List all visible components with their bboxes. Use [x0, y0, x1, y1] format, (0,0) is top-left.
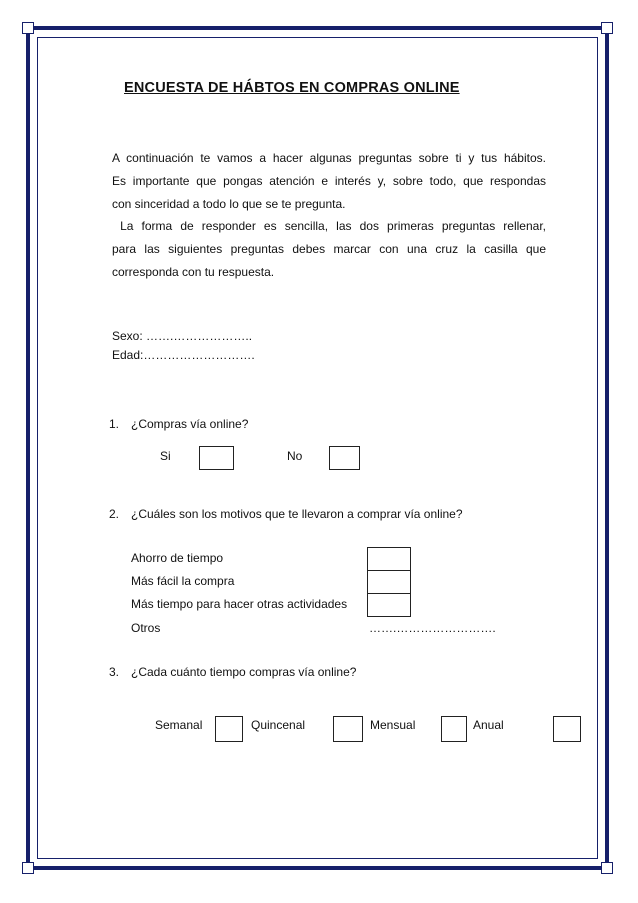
q3-checkbox-mensual[interactable] — [441, 716, 467, 742]
q1-number: 1. — [109, 417, 120, 431]
q3-option-semanal-label: Semanal — [155, 718, 203, 732]
q3-option-mensual-label: Mensual — [370, 718, 416, 732]
q3-question: ¿Cada cuánto tiempo compras vía online? — [131, 665, 357, 679]
q3-number: 3. — [109, 665, 120, 679]
q3-checkbox-semanal[interactable] — [215, 716, 243, 742]
q3-checkbox-anual[interactable] — [553, 716, 581, 742]
q1-checkbox-no[interactable] — [329, 446, 360, 470]
intro-line: con sinceridad a todo lo que se te pregunta. — [112, 196, 346, 211]
intro-line: A continuación te vamos a hacer algunas preguntas sobre ti y tus hábitos. — [112, 151, 546, 165]
q2-checkbox-mas-facil[interactable] — [367, 570, 411, 594]
q2-option-label: Más tiempo para hacer otras actividades — [131, 597, 348, 611]
q3-checkbox-quincenal[interactable] — [333, 716, 363, 742]
q2-otros-line[interactable]: …….……………………. — [369, 621, 496, 635]
intro-line: La forma de responder es sencilla, las dos primeras preguntas rellenar, — [112, 219, 546, 234]
corner-ornament-bottom-left — [22, 862, 34, 874]
q1-option-si-label: Si — [160, 449, 171, 463]
q1-question: ¿Compras vía online? — [131, 417, 249, 431]
q2-option-label: Otros — [131, 621, 161, 635]
corner-ornament-top-right — [601, 22, 613, 34]
q3-option-anual-label: Anual — [473, 718, 504, 732]
intro-paragraph — [112, 147, 546, 284]
q1-checkbox-si[interactable] — [199, 446, 234, 470]
q2-option-label: Ahorro de tiempo — [131, 551, 224, 565]
corner-ornament-top-left — [22, 22, 34, 34]
intro-line: corresponda con tu respuesta. — [112, 264, 275, 279]
edad-field[interactable]: Edad:………………………. — [112, 348, 255, 362]
q2-number: 2. — [109, 507, 120, 521]
intro-line: Es importante que pongas atención e interés y, sobre todo, que respondas — [112, 173, 546, 188]
q2-option-label: Más fácil la compra — [131, 574, 235, 588]
survey-title: ENCUESTA DE HÁBTOS EN COMPRAS ONLINE — [124, 80, 460, 96]
corner-ornament-bottom-right — [601, 862, 613, 874]
sexo-field[interactable]: Sexo: …….……………….. — [112, 329, 253, 343]
q2-checkbox-ahorro-tiempo[interactable] — [367, 547, 411, 571]
q3-option-quincenal-label: Quincenal — [251, 718, 306, 732]
intro-line: para las siguientes preguntas debes marcar con una cruz la casilla que — [112, 242, 546, 257]
q1-option-no-label: No — [287, 449, 303, 463]
q2-checkbox-mas-tiempo[interactable] — [367, 593, 411, 617]
q2-question: ¿Cuáles son los motivos que te llevaron a comprar vía online? — [131, 507, 463, 521]
